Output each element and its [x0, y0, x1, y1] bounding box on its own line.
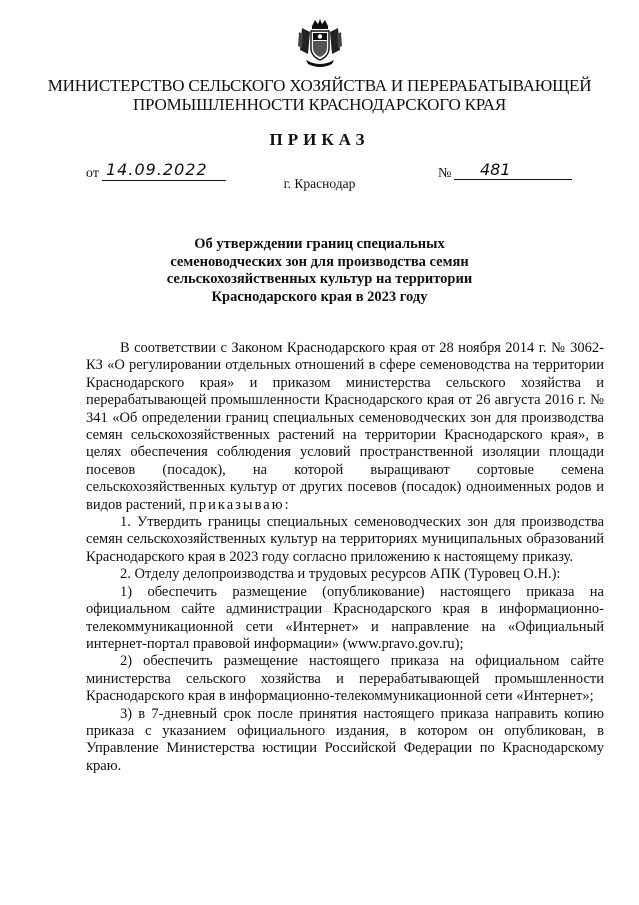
item-1-paragraph: 1. Утвердить границы специальных семеноводческих зон для производства семян сельскохозяйственных культур на территориях муниципальных образований Краснодарского края в 2023 году согласно приложению к настоящему приказу. — [86, 514, 604, 565]
krasnodar-coat-of-arms-icon — [298, 18, 342, 68]
city: г. Краснодар — [283, 176, 356, 191]
item-2-3-paragraph: 3) в 7-дневный срок после принятия настоящего приказа направить копию приказа с указанием официального издания, в котором он опубликован, в Управление Министерства юстиции Российской Федерации по Краснодарскому краю. — [86, 705, 604, 774]
ministry-name-line-2: ПРОМЫШЛЕННОСТИ КРАСНОДАРСКОГО КРАЯ — [132, 95, 507, 114]
item-2-2-paragraph: 2) обеспечить размещение настоящего приказа на официальном сайте министерства сельского хозяйства и перерабатывающей промышленности Краснодарского края в информационно-телекоммуникационной сети «Интернет»; — [86, 653, 604, 705]
date-prefix: от — [86, 166, 99, 181]
number-sign: № — [438, 166, 452, 181]
ministry-name-line-1: МИНИСТЕРСТВО СЕЛЬСКОГО ХОЗЯЙСТВА И ПЕРЕРАБАТЫВАЮЩЕЙ — [47, 76, 592, 95]
order-date: 14.09.2022 — [102, 160, 226, 181]
subject-line-1: Об утверждении границ специальных — [194, 236, 445, 252]
order-word: приказываю: — [189, 496, 291, 513]
subject-line-2: семеноводческих зон для производства семян — [170, 253, 469, 270]
subject-line-4: Краснодарского края в 2023 году — [211, 288, 428, 305]
preamble-text: В соответствии с Законом Краснодарского края от 28 ноября 2014 г. № 3062-КЗ «О регулировании отдельных отношений в сфере семеноводства на территории Краснодарского края» и приказом министерства сельского хозяйства и перерабатывающей промышленности Краснодарского края от 26 августа 2016 г. № 341 «Об определении границ специальных семеноводческих зон для производства семян сельскохозяйственных растений на территории Краснодарского края», в целях обеспечения соблюдения условий пространственной изоляции площади посевов (посадок), на которой выращивают сортовые семена сельскохозяйственных культур от других посевов (посадок) одноименных родов и видов растений, — [86, 340, 604, 513]
order-subject — [0, 236, 639, 306]
item-2-1-paragraph: 1) обеспечить размещение (опубликование) настоящего приказа на официальном сайте администрации Краснодарского края в информационно-телекоммуникационной сети «Интернет» и направление на «Официальный интернет-портал правовой информации» (www.pravo.gov.ru); — [86, 583, 604, 652]
ministry-name — [0, 76, 639, 114]
document-type-title: ПРИКАЗ — [269, 130, 370, 149]
order-number: 481 — [454, 160, 572, 180]
order-body — [86, 340, 604, 775]
preamble-paragraph — [86, 340, 604, 514]
subject-line-3: сельскохозяйственных культур на территории — [166, 271, 473, 287]
item-2-paragraph: 2. Отделу делопроизводства и трудовых ресурсов АПК (Туровец О.Н.): — [120, 566, 561, 583]
